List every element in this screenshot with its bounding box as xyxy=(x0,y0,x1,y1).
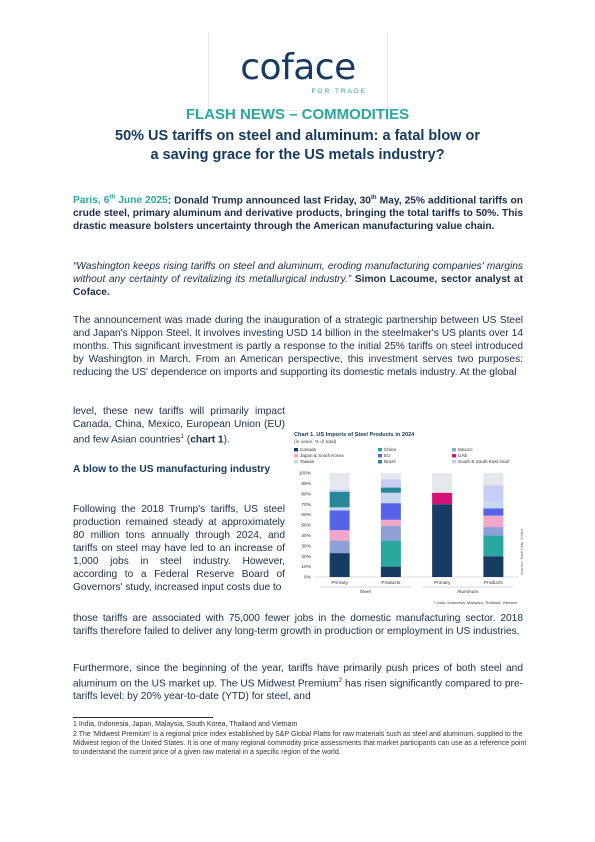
bar-segment-4-0 xyxy=(330,510,350,530)
bar-segment-8-3 xyxy=(483,485,503,501)
lead-paragraph: Paris, 6th June 2025: Donald Trump announced last Friday, 30th May, 25% additional tariffs on crude steel, primary aluminum and derivative products, bringing the total tariffs to 50%. This drastic measure bolsters uncertainty through the American manufacturing value chain. xyxy=(73,195,524,233)
bar-segment-0-3 xyxy=(483,556,503,577)
bar-segment-2-1 xyxy=(381,526,401,541)
bar-segment-1-3 xyxy=(483,535,503,556)
y-tick-label: 40% xyxy=(301,534,311,539)
bar-segment-6-1 xyxy=(381,493,401,503)
x-tick-label: Primary xyxy=(331,581,348,586)
bar-segment-1-1 xyxy=(381,541,401,567)
legend-label-3: Japan & South Korea xyxy=(300,453,344,459)
legend-label-7: Brazil xyxy=(384,459,396,465)
legend-swatch-8 xyxy=(452,460,456,463)
bar-segment-7-1 xyxy=(381,488,401,493)
legend-label-1: China xyxy=(384,447,397,453)
bar-segment-7-0 xyxy=(330,492,350,508)
legend-swatch-3 xyxy=(294,454,298,457)
legend-label-8: South & South East Asia* xyxy=(458,459,510,465)
dateline: Paris, 6th June 2025 xyxy=(73,195,168,207)
logo-tagline: FOR TRADE xyxy=(311,88,367,95)
headline-line2: a saving grace for the US metals industry? xyxy=(150,147,445,163)
chart-subtitle: (in value, % of total) xyxy=(294,440,337,445)
legend-swatch-5 xyxy=(452,454,456,457)
y-tick-label: 100% xyxy=(298,471,311,477)
chart-source: Sources: Trade Data, Coface xyxy=(520,528,524,575)
legend-label-5: UAE xyxy=(458,453,468,459)
bar-segment-4-3 xyxy=(483,508,503,515)
x-tick-label: Products xyxy=(483,581,503,586)
quote xyxy=(73,260,523,299)
legend-swatch-7 xyxy=(378,460,382,463)
legend-swatch-2 xyxy=(452,448,456,451)
quote-text: “Washington keeps rising tariffs on steel and aluminum, eroding manufacturing companies' margins without any certainty of revitalizing its metallurgical industry.” xyxy=(73,261,523,285)
group-label-0: Steel xyxy=(359,590,371,595)
y-tick-label: 30% xyxy=(301,544,311,550)
legend-label-0: Canada xyxy=(300,447,317,453)
footnote-divider xyxy=(73,717,213,718)
y-tick-label: 90% xyxy=(301,482,311,487)
paragraph-1-continued: level, these new tariffs will primarily impact Canada, China, Mexico, European Union (EU) and few Asian countries$^1$ (chart 1). xyxy=(73,406,285,446)
x-tick-label: Products xyxy=(381,581,401,586)
logo-box xyxy=(208,32,388,111)
bar-segment-0-1 xyxy=(381,567,401,577)
chart-note: * India, Indonesia, Malaysia, Thailand, Vietnam xyxy=(433,600,517,605)
bar-segment-5-2 xyxy=(432,493,452,504)
legend-swatch-6 xyxy=(294,460,298,463)
legend-label-2: Mexico xyxy=(458,447,473,453)
bar-segment-6-0 xyxy=(330,507,350,510)
legend-label-4: EU xyxy=(384,453,391,459)
bar-segment-3-1 xyxy=(381,520,401,526)
bar-segment-3-0 xyxy=(330,530,350,540)
bar-segment-8-0 xyxy=(330,490,350,492)
legend-swatch-1 xyxy=(378,448,382,451)
y-tick-label: 50% xyxy=(301,523,311,529)
bar-segment-6-3 xyxy=(483,501,503,508)
bar-segment-0-2 xyxy=(432,504,452,577)
quote-source: Simon Lacoume, sector analyst at Coface. xyxy=(73,274,523,298)
y-tick-label: 80% xyxy=(301,492,311,498)
bar-segment-9-0 xyxy=(330,473,350,490)
bar-segment-2-3 xyxy=(483,527,503,535)
y-tick-label: 10% xyxy=(301,565,311,571)
y-tick-label: 60% xyxy=(301,513,311,519)
y-tick-label: 0% xyxy=(304,575,311,581)
chart-title: Chart 1. US Imports of Steel Products in 2024 xyxy=(294,432,415,438)
chart-svg xyxy=(292,430,525,610)
y-tick-label: 20% xyxy=(301,554,311,560)
bar-segment-0-0 xyxy=(330,553,350,577)
legend-swatch-4 xyxy=(378,454,382,457)
bar-segment-4-1 xyxy=(381,503,401,520)
logo: coface xyxy=(240,47,356,88)
chart-reference[interactable]: chart 1 xyxy=(190,434,224,446)
section-subheading: A blow to the US manufacturing industry xyxy=(73,464,271,475)
bar-segment-9-3 xyxy=(483,473,503,485)
kicker: FLASH NEWS – COMMODITIES xyxy=(185,106,410,123)
bar-segment-9-2 xyxy=(432,473,452,493)
paragraph-1: The announcement was made during the inauguration of a strategic partnership between US Steel and Japan's Nippon Steel. It involves investing USD 14 billion in the steelmaker's US plants over 14 months. This significant investment is partly a response to the initial 25% tariffs on steel introduced by Washington in March. From an American perspective, this investment serves two purposes: reducing the US' dependence on imports and supporting its domestic metals industry. At the global xyxy=(73,315,523,378)
footnote-1: 1 India, Indonesia, Japan, Malaysia, South Korea, Thailand and Vietnam xyxy=(73,721,298,728)
group-label-1: Aluminum xyxy=(457,590,479,595)
bar-segment-2-0 xyxy=(330,541,350,553)
bar-segment-9-1 xyxy=(381,473,401,479)
paragraph-3: Furthermore, since the beginning of the year, tariffs have primarily push prices of both steel and aluminum on the US market up. The US Midwest Premium$^2$ has risen significantly compared to pre-tariffs level: by 20% year-to-date (YTD) for steel, and xyxy=(73,663,524,703)
legend-swatch-0 xyxy=(294,448,298,451)
bar-segment-3-3 xyxy=(483,516,503,527)
headline-line1: 50% US tariffs on steel and aluminum: a fatal blow or xyxy=(115,128,480,144)
bar-segment-8-1 xyxy=(381,479,401,487)
x-tick-label: Primary xyxy=(433,581,451,586)
y-tick-label: 70% xyxy=(301,502,311,508)
legend-label-6: Taiwan xyxy=(300,459,315,465)
paragraph-2: Following the 2018 Trump's tariffs, US steel production remained steady at approximately 80 million tons annually through 2024, and tariffs on steel may have led to an increase of 1,000 jobs in steel industry. However, according to a Federal Reserve Board of Governors' study, increased input costs due to xyxy=(73,504,285,593)
footnote-2: 2 The 'Midwest Premium' is a regional price index established by S&P Global Platts for raw materials such as steel and aluminum, supplied to the Midwest region of the United States. It is one of many regional commodity price assessments that market participants can use as a reference point to understand the current price of a given raw material in a specific region of the world. xyxy=(73,731,527,756)
paragraph-2-continued: those tariffs are associated with 75,000 fewer jobs in the domestic manufacturing sector. 2018 tariffs therefore failed to deliver any long-term growth in production or employment in US industries. xyxy=(73,613,523,637)
chart-1 xyxy=(292,430,525,610)
